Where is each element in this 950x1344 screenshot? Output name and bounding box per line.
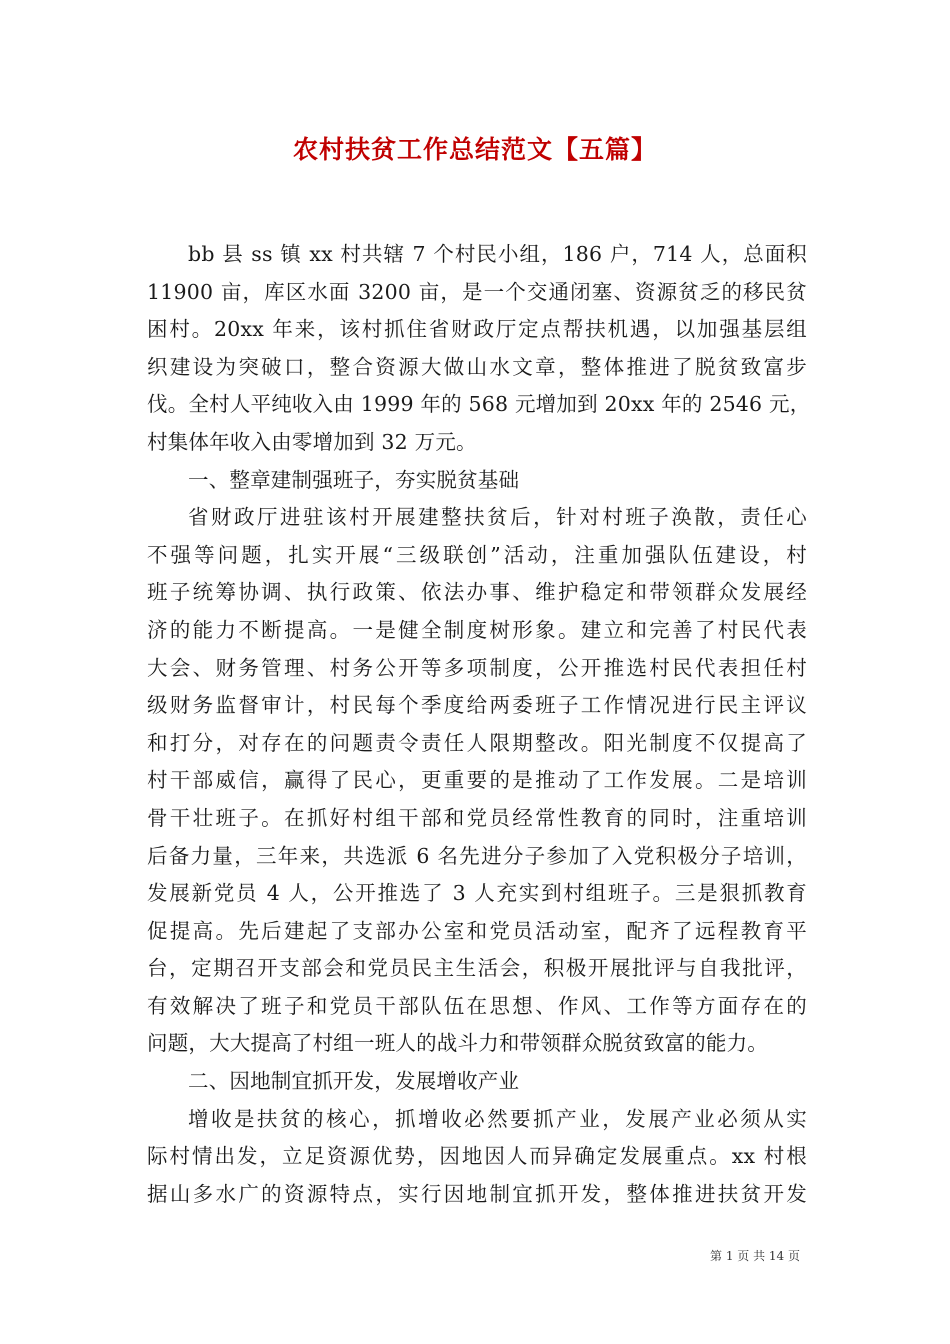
paragraph-1-line: 织建设为突破口，整合资源大做山水文章，整体推进了脱贫致富步 — [147, 354, 807, 379]
paragraph-2-line: 后备力量，三年来，共选派 6 名先进分子参加了入党积极分子培训， — [147, 843, 807, 868]
paragraph-2-line: 级财务监督审计，村民每个季度给两委班子工作情况进行民主评议 — [147, 693, 807, 718]
document-body — [147, 236, 811, 1213]
paragraph-2-line: 济的能力不断提高。一是健全制度树形象。建立和完善了村民代表 — [147, 617, 807, 642]
document-title: 农村扶贫工作总结范文【五篇】 — [292, 135, 657, 164]
paragraph-1-line: 村集体年收入由零增加到 32 万元。 — [147, 429, 477, 454]
paragraph-3-line: 据山多水广的资源特点，实行因地制宜抓开发，整体推进扶贫开发 — [147, 1181, 807, 1206]
paragraph-2-line: 台，定期召开支部会和党员民主生活会，积极开展批评与自我批评， — [147, 956, 807, 981]
paragraph-2-line: 大会、财务管理、村务公开等多项制度，公开推选村民代表担任村 — [147, 655, 807, 680]
section-heading-2: 二、因地制宜抓开发，发展增收产业 — [188, 1069, 520, 1094]
page-number-footer: 第 1 页 共 14 页 — [710, 1249, 800, 1263]
paragraph-3-line: 际村情出发，立足资源优势，因地因人而异确定发展重点。xx 村根 — [147, 1144, 807, 1169]
section-heading-1: 一、整章建制强班子，夯实脱贫基础 — [188, 467, 520, 492]
paragraph-1-line: 困村。20xx 年来，该村抓住省财政厅定点帮扶机遇，以加强基层组 — [147, 317, 807, 342]
paragraph-2-line: 有效解决了班子和党员干部队伍在思想、作风、工作等方面存在的 — [147, 993, 807, 1018]
paragraph-2-line: 班子统筹协调、执行政策、依法办事、维护稳定和带领群众发展经 — [147, 580, 807, 605]
paragraph-2-line: 骨干壮班子。在抓好村组干部和党员经常性教育的同时，注重培训 — [147, 805, 807, 830]
paragraph-1-line: bb 县 ss 镇 xx 村共辖 7 个村民小组，186 户，714 人，总面积 — [188, 242, 807, 266]
paragraph-1-line: 伐。全村人平纯收入由 1999 年的 568 元增加到 20xx 年的 2546 元， — [147, 392, 811, 417]
paragraph-2-line: 不强等问题，扎实开展“三级联创”活动，注重加强队伍建设，村 — [147, 542, 807, 567]
paragraph-2-line: 问题，大大提高了村组一班人的战斗力和带领群众脱贫致富的能力。 — [147, 1031, 768, 1056]
paragraph-1-line: 11900 亩，库区水面 3200 亩，是一个交通闭塞、资源贫乏的移民贫 — [147, 279, 807, 304]
paragraph-2-line: 和打分，对存在的问题责令责任人限期整改。阳光制度不仅提高了 — [147, 730, 807, 755]
paragraph-2-line: 省财政厅进驻该村开展建整扶贫后，针对村班子涣散，责任心 — [188, 505, 807, 530]
paragraph-3-line: 增收是扶贫的核心，抓增收必然要抓产业，发展产业必须从实 — [188, 1106, 807, 1131]
paragraph-2-line: 发展新党员 4 人，公开推选了 3 人充实到村组班子。三是狠抓教育 — [147, 881, 807, 906]
paragraph-2-line: 村干部威信，赢得了民心，更重要的是推动了工作发展。二是培训 — [147, 768, 807, 793]
paragraph-2-line: 促提高。先后建起了支部办公室和党员活动室，配齐了远程教育平 — [147, 918, 807, 943]
